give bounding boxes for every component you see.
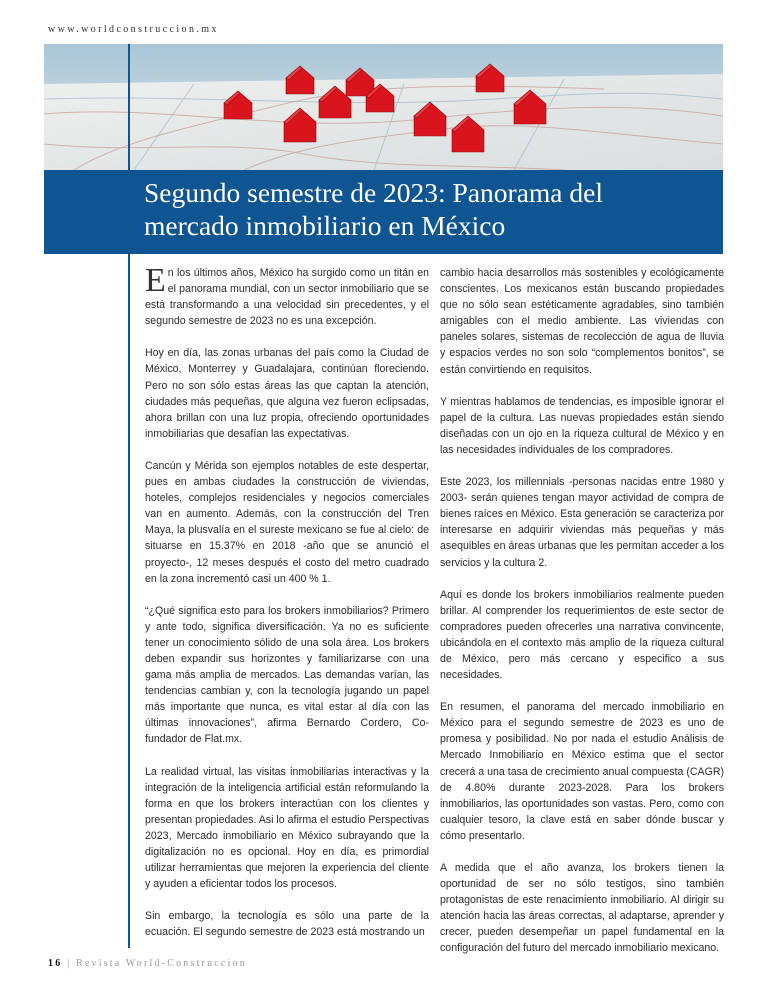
title-band bbox=[44, 170, 723, 254]
paragraph: A medida que el año avanza, los brokers tienen la oportunidad de ser no sólo testigos, sino también protagonistas de este renacimiento inmobiliario. Al dirigir su atención hacia las áreas correctas, al adaptarse, aprender y crecer, pueden desempeñar un papel fundamental en la configuración del futuro del mercado inmobiliario mexicano. bbox=[440, 862, 724, 955]
paragraph-first bbox=[145, 262, 429, 329]
article-column-left bbox=[145, 262, 429, 956]
paragraph: Aquí es donde los brokers inmobiliarios realmente pueden brillar. Al comprender los requerimientos de este sector de compradores pueden ofrecerles una narrativa convincente, ubicándola en el contexto más amplio de la riqueza cultural de México, pero más cercano y especifico a sus necesidades. bbox=[440, 588, 724, 682]
hero-image bbox=[44, 44, 723, 170]
map-houses-illustration bbox=[44, 44, 723, 170]
footer-separator: | bbox=[67, 958, 72, 969]
drop-cap: E bbox=[145, 262, 166, 299]
paragraph: Hoy en día, las zonas urbanas del país como la Ciudad de México, Monterrey y Guadalajara, continúan floreciendo. Pero no son sólo estas áreas las que captan la atención, ciudades más pequeñas, que alguna vez fueron eclipsadas, ahora brillan con una luz propia, ofreciendo oportunidades inmobiliarias que desafían las expectativas. bbox=[145, 347, 429, 440]
paragraph-first-text: n los últimos años, México ha surgido como un titán en el panorama mundial, con un sector inmobiliario que se está transformando a una velocidad sin precedentes, y el segundo semestre de 2023 no es una excepción. bbox=[145, 267, 429, 328]
paragraph: En resumen, el panorama del mercado inmobiliario en México para el segundo semestre de 2023 es uno de promesa y posibilidad. No por nada el estudio Análisis de Mercado Inmobiliario en México estima que el sector crecerá a una tasa de crecimiento anual compuesta (CAGR) de 4.80% durante 2023-2028. Para los brokers inmobiliarios, las oportunidades son vastas. Pero, como con cualquier tesoro, la clave está en saber dónde buscar y cómo presentarlo. bbox=[440, 701, 724, 842]
paragraph: Este 2023, los millennials -personas nacidas entre 1980 y 2003- serán quienes tengan mayor actividad de compra de bienes raíces en México. Esta generación se caracteriza por interesarse en adquirir viviendas más pequeñas y más asequibles en áreas urbanas que les permitan acceder a los servicios y la cultura 2. bbox=[440, 476, 724, 569]
paragraph: Cancún y Mérida son ejemplos notables de este despertar, pues en ambas ciudades la construcción de viviendas, hoteles, complejos residenciales y negocios comerciales van en aumento. Además, con la construcción del Tren Maya, la plusvalía en el sureste mexicano se fue al cielo: de situarse en 15.37% en 2018 -año que se anunció el proyecto-, 12 meses después el costo del metro cuadrado en la zona incrementó casi un 400 % 1. bbox=[145, 459, 429, 585]
paragraph: Y mientras hablamos de tendencias, es imposible ignorar el papel de la cultura. Las nuevas propiedades están siendo diseñadas con un ojo en la riqueza cultural de México y en las necesidades individuales de los compradores. bbox=[440, 395, 724, 456]
paragraph: “¿Qué significa esto para los brokers inmobiliarios? Primero y ante todo, significa diversificación. Ya no es suficiente tener un conocimiento sólido de una sola área. Los brokers deben expandir sus horizontes y familiarizarse con una gama más amplia de mercados. Las demandas varían, las tendencias cambian y, con la tecnología jugando un papel más importante que nunca, es vital estar al día con las últimas innovaciones”, afirma Bernardo Cordero, Co-fundador de Flat.mx. bbox=[145, 604, 429, 746]
paragraph: cambio hacia desarrollos más sostenibles y ecológicamente conscientes. Los mexicanos están buscando propiedades que no sólo sean estéticamente agradables, sino también amigables con el medio ambiente. Las viviendas con paneles solares, sistemas de recolección de agua de lluvia y espacios verdes no son solo “complementos bonitos”, se están convirtiendo en requisitos. bbox=[440, 267, 724, 376]
paragraph: Sin embargo, la tecnología es sólo una parte de la ecuación. El segundo semestre de 2023 está mostrando un bbox=[145, 910, 429, 939]
paragraph: La realidad virtual, las visitas inmobiliarias interactivas y la integración de la inteligencia artificial están reformulando la forma en que los brokers interactúan con los clientes y presentan propiedades. Asi lo afirma el estudio Perspectivas 2023, Mercado inmobiliario en México subrayando que la digitalización no es opcional. Hoy en día, es primordial utilizar herramientas que mejoren la experiencia del cliente y ayuden a eficientar todos los procesos. bbox=[145, 765, 429, 891]
page-number: 16 bbox=[48, 958, 63, 969]
column-rule bbox=[128, 44, 130, 948]
article-column-right bbox=[440, 265, 724, 973]
site-url: www.worldconstruccion.mx bbox=[48, 24, 219, 35]
publication-name: Revista World-Construccion bbox=[76, 958, 247, 969]
article-title: Segundo semestre de 2023: Panorama del mercado inmobiliario en México bbox=[144, 177, 603, 241]
page-footer bbox=[48, 958, 247, 969]
